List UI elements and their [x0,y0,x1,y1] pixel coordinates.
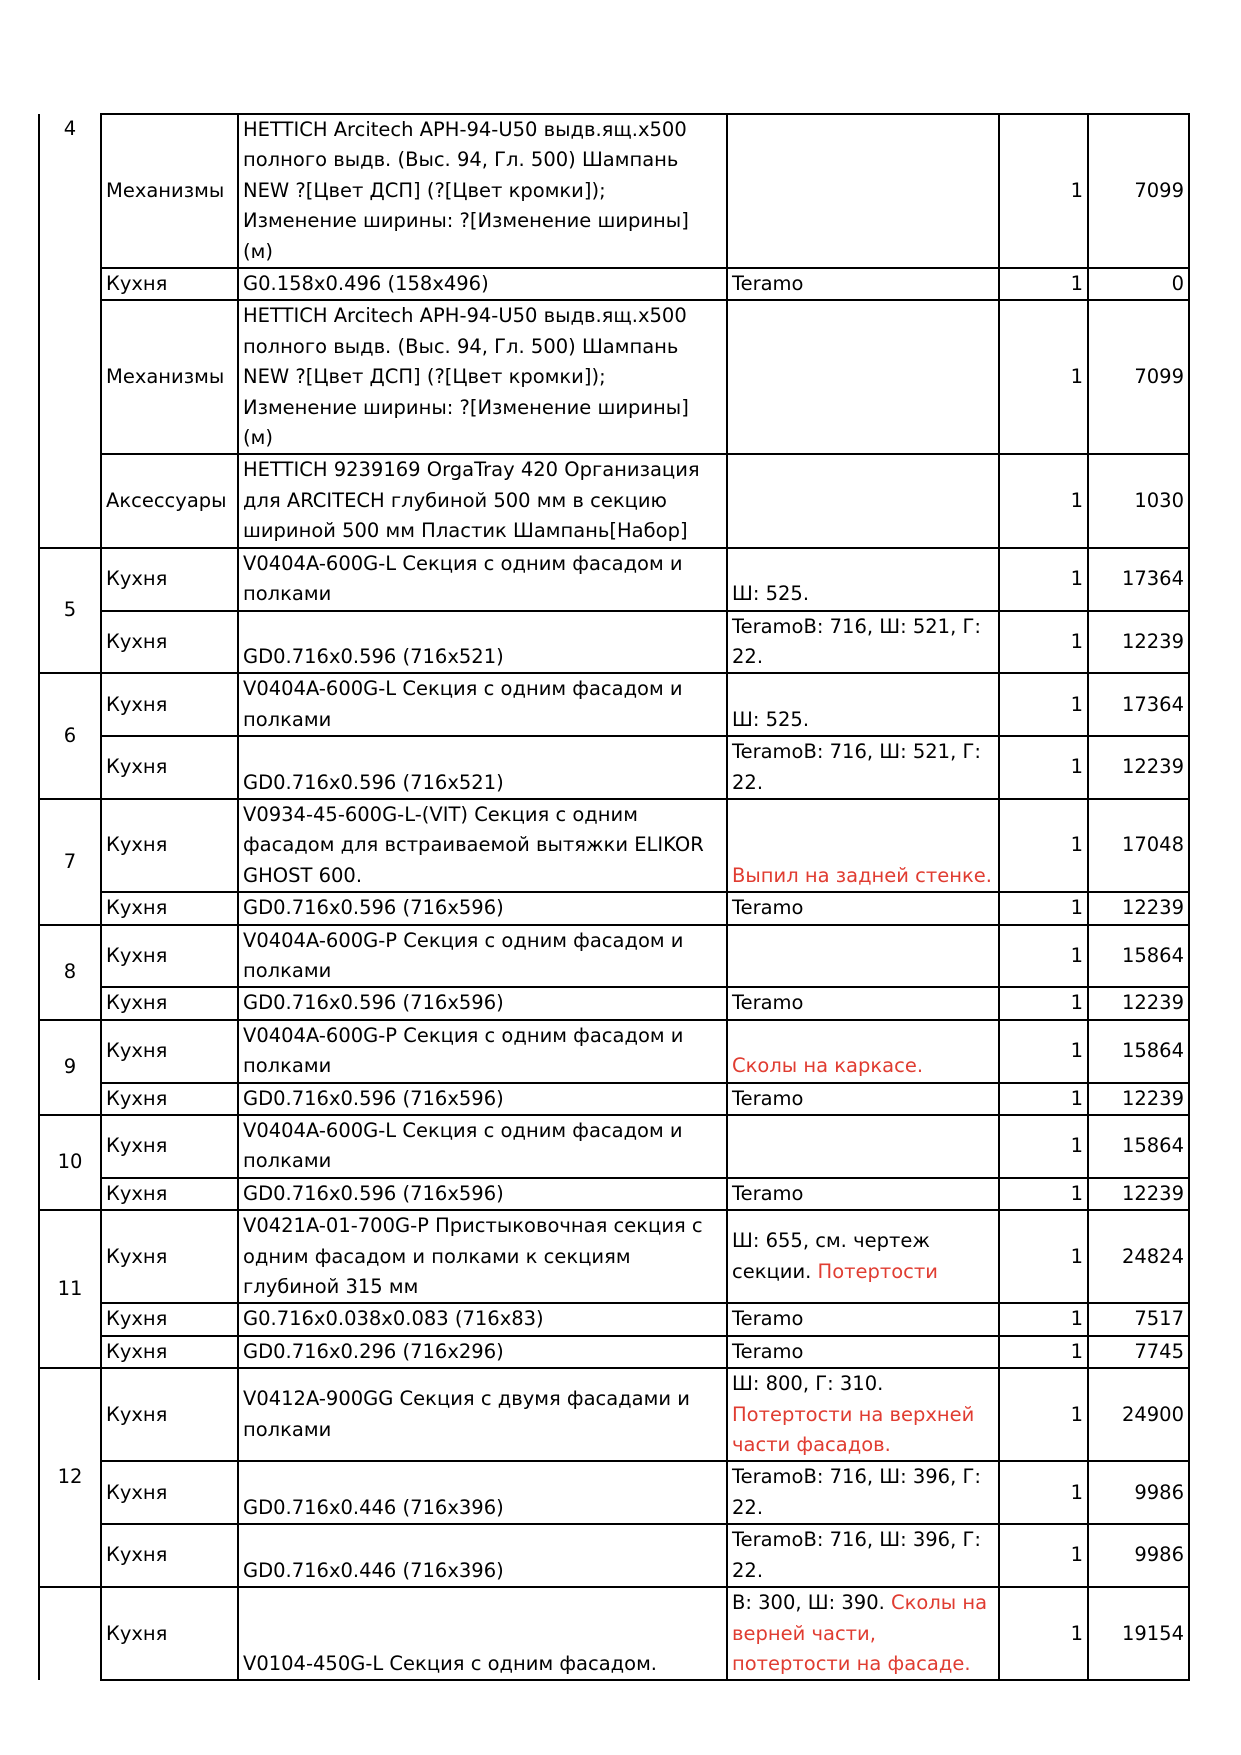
item-name-cell: V0412A-900GG Секция с двумя фасадами и полками [238,1368,727,1461]
item-name-cell: GD0.716x0.596 (716x596) [238,987,727,1019]
note-cell [727,1178,999,1210]
item-name-cell: HETTICH 9239169 OrgaTray 420 Организация для ARCITECH глубиной 500 мм в секцию шириной 500 мм Пластик Шампань[Набор] [238,454,727,547]
table-row [39,1083,1189,1115]
note-text: В: 300, Ш: 390. [732,1591,885,1615]
group-number-cell: 12 [39,1368,101,1587]
item-name-cell: GD0.716x0.446 (716x396) [238,1461,727,1524]
category-cell: Кухня [101,1524,238,1587]
table-row [39,1524,1189,1587]
item-name-cell: GD0.716x0.596 (716x521) [238,736,727,799]
specification-table [38,113,1190,1681]
quantity-cell: 1 [999,1587,1088,1680]
quantity-cell: 1 [999,1461,1088,1524]
price-cell: 12239 [1088,736,1189,799]
quantity-cell: 1 [999,454,1088,547]
note-text: TeramoВ: 716, Ш: 396, Г: 22. [732,1465,981,1519]
item-name-cell: HETTICH Arcitech APH-94-U50 выдв.ящ.x500 полного выдв. (Выс. 94, Гл. 500) Шампань NEW ?[Цвет ДСП] (?[Цвет кромки]); Изменение ширины: ?[Изменение ширины] (м) [238,300,727,454]
category-cell: Кухня [101,799,238,892]
note-cell [727,1368,999,1461]
table-row [39,1115,1189,1178]
quantity-cell: 1 [999,114,1088,268]
category-cell: Кухня [101,673,238,736]
quantity-cell: 1 [999,268,1088,300]
note-cell [727,1020,999,1083]
item-name-cell: G0.716x0.038x0.083 (716x83) [238,1303,727,1335]
category-cell: Кухня [101,1020,238,1083]
price-cell: 17364 [1088,548,1189,611]
category-cell: Кухня [101,987,238,1019]
quantity-cell: 1 [999,1020,1088,1083]
category-cell: Кухня [101,925,238,988]
quantity-cell: 1 [999,987,1088,1019]
price-cell: 12239 [1088,892,1189,924]
note-cell [727,892,999,924]
table-row [39,454,1189,547]
quantity-cell: 1 [999,1303,1088,1335]
price-cell: 24900 [1088,1368,1189,1461]
note-text: Teramo [732,1339,804,1363]
price-cell: 15864 [1088,1020,1189,1083]
group-number-cell: 4 [39,114,101,548]
group-number-cell: 10 [39,1115,101,1210]
item-name-cell: G0.158x0.496 (158x496) [238,268,727,300]
price-cell: 17048 [1088,799,1189,892]
defect-note: Выпил на задней стенке. [732,863,992,887]
quantity-cell: 1 [999,673,1088,736]
note-text: Ш: 525. [732,582,810,606]
note-cell [727,1524,999,1587]
category-cell: Кухня [101,611,238,674]
category-cell: Кухня [101,1461,238,1524]
note-text: TeramoВ: 716, Ш: 521, Г: 22. [732,614,981,668]
table-row [39,736,1189,799]
note-cell [727,1210,999,1303]
category-cell: Кухня [101,892,238,924]
price-cell: 19154 [1088,1587,1189,1680]
price-cell: 7099 [1088,300,1189,454]
table-row [39,673,1189,736]
price-cell: 12239 [1088,987,1189,1019]
table-row [39,1461,1189,1524]
quantity-cell: 1 [999,736,1088,799]
item-name-cell: V0104-450G-L Секция с одним фасадом. [238,1587,727,1680]
note-text: Teramo [732,991,804,1015]
note-cell [727,925,999,988]
price-cell: 12239 [1088,1083,1189,1115]
category-cell: Кухня [101,1178,238,1210]
table-row [39,892,1189,924]
quantity-cell: 1 [999,300,1088,454]
defect-note: Потертости [817,1259,938,1283]
note-text: Teramo [732,1307,804,1331]
note-text: TeramoВ: 716, Ш: 521, Г: 22. [732,740,981,794]
table-row [39,1210,1189,1303]
quantity-cell: 1 [999,1336,1088,1368]
table-row [39,300,1189,454]
category-cell: Механизмы [101,300,238,454]
table-row [39,1336,1189,1368]
category-cell: Кухня [101,548,238,611]
price-cell: 12239 [1088,1178,1189,1210]
note-cell [727,454,999,547]
item-name-cell: V0421A-01-700G-P Пристыковочная секция с одним фасадом и полками к секциям глубиной 315 мм [238,1210,727,1303]
note-text: Ш: 655, см. чертеж секции. [732,1229,930,1283]
defect-note: Сколы на каркасе. [732,1054,924,1078]
table-row [39,1368,1189,1461]
table-row [39,1020,1189,1083]
note-text: Teramo [732,272,804,296]
table-row [39,925,1189,988]
note-cell [727,1336,999,1368]
note-text: Ш: 525. [732,707,810,731]
quantity-cell: 1 [999,1178,1088,1210]
table-row [39,268,1189,300]
group-number-cell: 8 [39,925,101,1020]
table-row [39,548,1189,611]
note-cell [727,673,999,736]
category-cell: Кухня [101,1115,238,1178]
item-name-cell: V0404A-600G-P Секция с одним фасадом и полками [238,1020,727,1083]
price-cell: 15864 [1088,1115,1189,1178]
item-name-cell: HETTICH Arcitech APH-94-U50 выдв.ящ.x500 полного выдв. (Выс. 94, Гл. 500) Шампань NEW ?[Цвет ДСП] (?[Цвет кромки]); Изменение ширины: ?[Изменение ширины] (м) [238,114,727,268]
quantity-cell: 1 [999,799,1088,892]
quantity-cell: 1 [999,548,1088,611]
table-row [39,611,1189,674]
quantity-cell: 1 [999,1115,1088,1178]
category-cell: Аксессуары [101,454,238,547]
category-cell: Кухня [101,736,238,799]
note-text: Teramo [732,1181,804,1205]
price-cell: 7099 [1088,114,1189,268]
item-name-cell: GD0.716x0.446 (716x396) [238,1524,727,1587]
quantity-cell: 1 [999,892,1088,924]
note-text: TeramoВ: 716, Ш: 396, Г: 22. [732,1528,981,1582]
quantity-cell: 1 [999,925,1088,988]
note-cell [727,1461,999,1524]
note-cell [727,799,999,892]
quantity-cell: 1 [999,1210,1088,1303]
price-cell: 7745 [1088,1336,1189,1368]
note-text: Ш: 800, Г: 310. [732,1372,884,1396]
note-cell [727,268,999,300]
category-cell: Механизмы [101,114,238,268]
item-name-cell: GD0.716x0.596 (716x521) [238,611,727,674]
table-row [39,1587,1189,1680]
category-cell: Кухня [101,1368,238,1461]
item-name-cell: GD0.716x0.596 (716x596) [238,1178,727,1210]
note-cell [727,300,999,454]
category-cell: Кухня [101,1210,238,1303]
category-cell: Кухня [101,268,238,300]
defect-note: Потертости на верхней части фасадов. [732,1402,975,1457]
group-number-cell: 11 [39,1210,101,1368]
quantity-cell: 1 [999,611,1088,674]
table-row [39,114,1189,268]
group-number-cell: 5 [39,548,101,674]
note-cell [727,1587,999,1680]
note-cell [727,1083,999,1115]
note-text: Teramo [732,896,804,920]
table-row [39,1178,1189,1210]
quantity-cell: 1 [999,1368,1088,1461]
quantity-cell: 1 [999,1524,1088,1587]
item-name-cell: V0404A-600G-L Секция с одним фасадом и полками [238,673,727,736]
price-cell: 12239 [1088,611,1189,674]
group-number-cell: 9 [39,1020,101,1115]
price-cell: 17364 [1088,673,1189,736]
category-cell: Кухня [101,1336,238,1368]
category-cell: Кухня [101,1587,238,1680]
category-cell: Кухня [101,1083,238,1115]
note-cell [727,1303,999,1335]
price-cell: 0 [1088,268,1189,300]
note-cell [727,736,999,799]
category-cell: Кухня [101,1303,238,1335]
price-cell: 9986 [1088,1524,1189,1587]
item-name-cell: GD0.716x0.296 (716x296) [238,1336,727,1368]
price-cell: 7517 [1088,1303,1189,1335]
note-cell [727,987,999,1019]
price-cell: 1030 [1088,454,1189,547]
group-number-cell [39,1587,101,1680]
table-row [39,1303,1189,1335]
defect-note: Сколы на верней части, потертости на фасаде. [732,1591,988,1675]
item-name-cell: V0404A-600G-P Секция с одним фасадом и полками [238,925,727,988]
item-name-cell: V0404A-600G-L Секция с одним фасадом и полками [238,1115,727,1178]
table-row [39,987,1189,1019]
item-name-cell: V0404A-600G-L Секция с одним фасадом и полками [238,548,727,611]
note-cell [727,1115,999,1178]
price-cell: 24824 [1088,1210,1189,1303]
note-cell [727,548,999,611]
price-cell: 9986 [1088,1461,1189,1524]
price-cell: 15864 [1088,925,1189,988]
note-cell [727,114,999,268]
table-row [39,799,1189,892]
item-name-cell: V0934-45-600G-L-(VIT) Секция с одним фасадом для встраиваемой вытяжки ELIKOR GHOST 600. [238,799,727,892]
group-number-cell: 6 [39,673,101,799]
item-name-cell: GD0.716x0.596 (716x596) [238,892,727,924]
note-cell [727,611,999,674]
group-number-cell: 7 [39,799,101,925]
note-text: Teramo [732,1086,804,1110]
item-name-cell: GD0.716x0.596 (716x596) [238,1083,727,1115]
quantity-cell: 1 [999,1083,1088,1115]
